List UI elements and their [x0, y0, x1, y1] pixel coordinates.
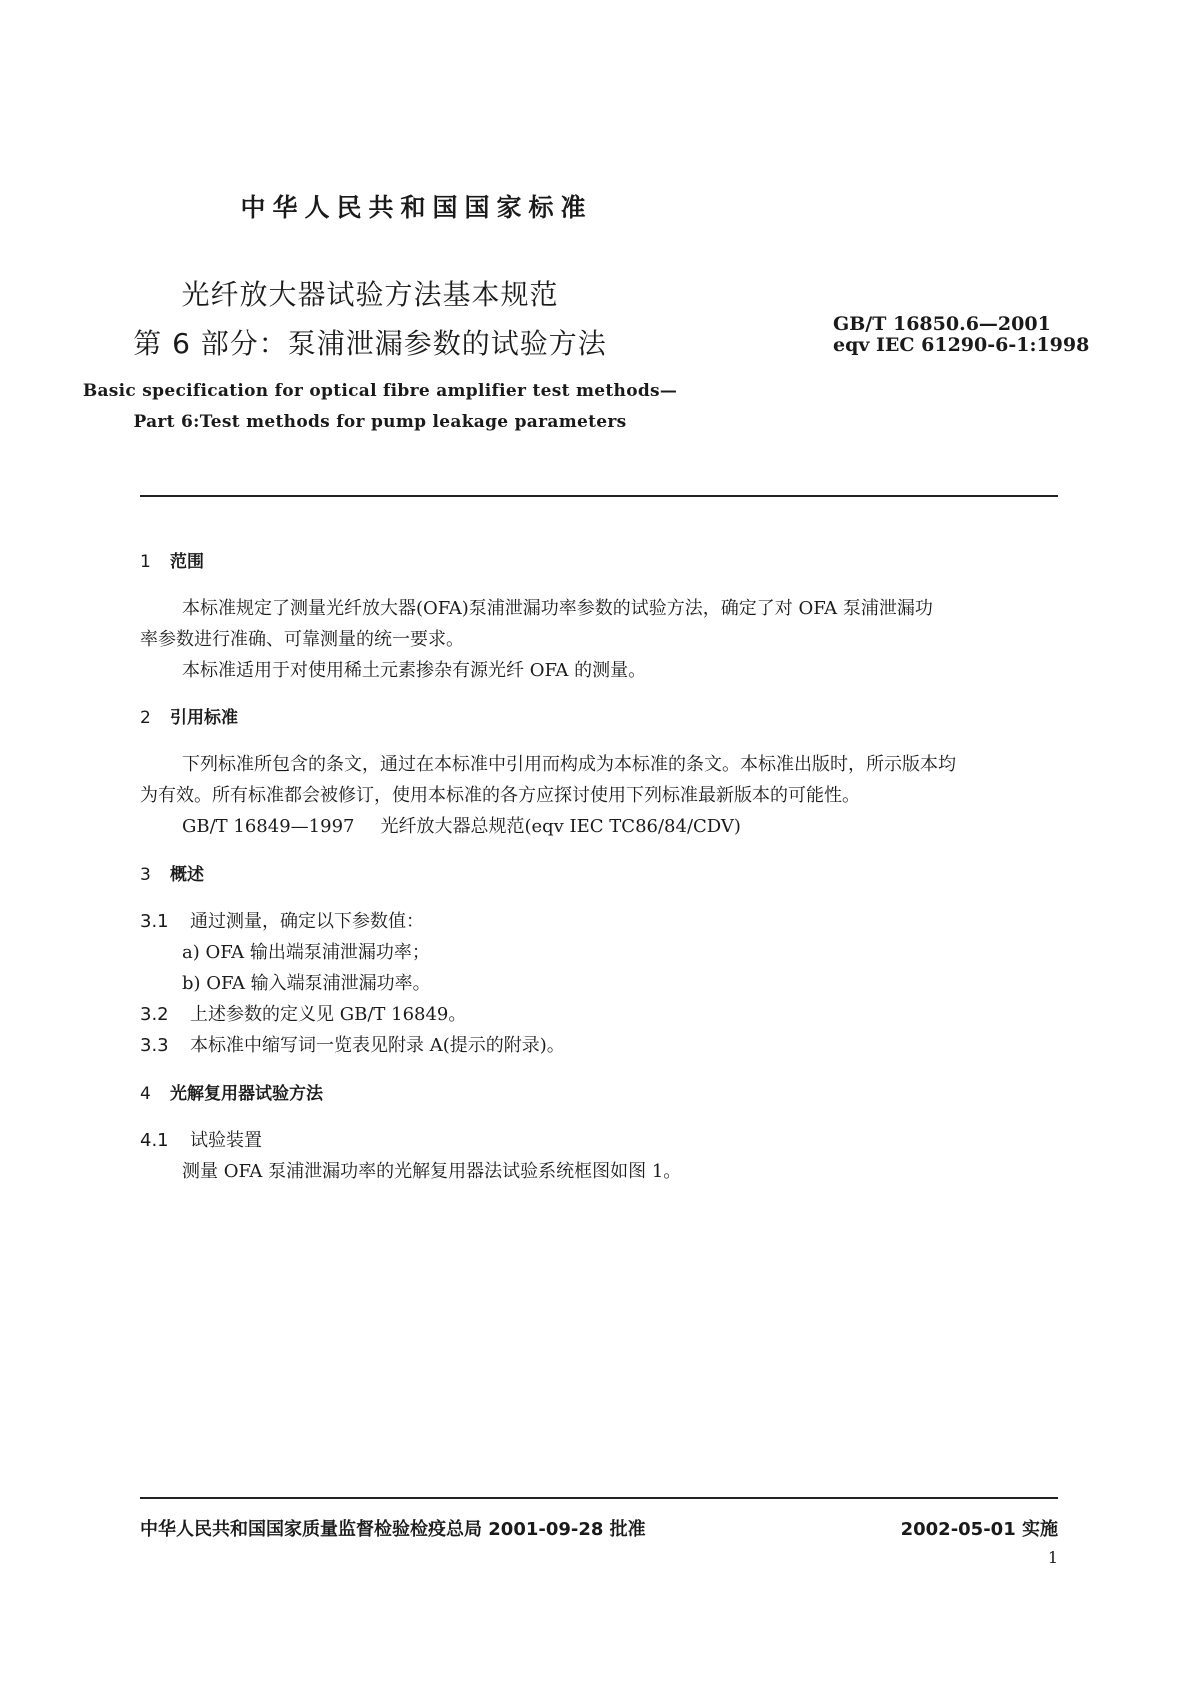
- section-4-heading: [140, 1079, 323, 1104]
- reference-title: 光纤放大器总规范(eqv IEC TC86/84/CDV): [380, 816, 741, 837]
- clause-text: 本标准中缩写词一览表见附录 A(提示的附录)。: [190, 1035, 565, 1056]
- national-standard-label: 中华人民共和国国家标准: [240, 193, 593, 222]
- clause-4-1: [140, 1126, 262, 1152]
- section-number: 1: [140, 552, 151, 572]
- section-title: 光解复用器试验方法: [170, 1084, 323, 1104]
- list-item-b: b) OFA 输入端泵浦泄漏功率。: [182, 973, 431, 994]
- standard-number: GB/T 16850.6—2001: [833, 313, 1051, 335]
- section-1-heading: [140, 547, 204, 572]
- clause-4-1-body: 测量 OFA 泵浦泄漏功率的光解复用器法试验系统框图如图 1。: [182, 1161, 682, 1182]
- page-number: 1: [1047, 1548, 1058, 1567]
- clause-3-3: [140, 1031, 565, 1057]
- footer-divider: [140, 1497, 1058, 1499]
- clause-number: 3.3: [140, 1035, 169, 1056]
- section-2-paragraph-line-2: 为有效。所有标准都会被修订，使用本标准的各方应探讨使用下列标准最新版本的可能性。: [140, 785, 860, 806]
- clause-3-2: [140, 1000, 466, 1026]
- reference-code: GB/T 16849—1997: [182, 816, 355, 837]
- clause-text: 上述参数的定义见 GB/T 16849。: [190, 1004, 467, 1025]
- title-english-line-2: Part 6:Test methods for pump leakage parameters: [133, 412, 627, 432]
- section-title: 概述: [170, 865, 204, 885]
- section-number: 2: [140, 708, 151, 728]
- list-item-a: a) OFA 输出端泵浦泄漏功率；: [182, 942, 430, 963]
- section-1-paragraph-1-line-2: 率参数进行准确、可靠测量的统一要求。: [140, 629, 464, 650]
- clause-number: 4.1: [140, 1130, 169, 1151]
- section-title: 引用标准: [170, 708, 238, 728]
- clause-number: 3.2: [140, 1004, 169, 1025]
- clause-text: 试验装置: [190, 1130, 262, 1151]
- section-1-paragraph-2: 本标准适用于对使用稀土元素掺杂有源光纤 OFA 的测量。: [182, 660, 647, 681]
- standard-equivalence: eqv IEC 61290-6-1:1998: [833, 334, 1090, 356]
- title-chinese-line-2: 第 6 部分：泵浦泄漏参数的试验方法: [133, 327, 607, 360]
- section-title: 范围: [170, 552, 204, 572]
- implementation-date: 2002-05-01 实施: [900, 1519, 1058, 1540]
- section-3-heading: [140, 860, 204, 885]
- title-chinese-line-1: 光纤放大器试验方法基本规范: [181, 278, 559, 311]
- section-number: 3: [140, 865, 151, 885]
- clause-text: 通过测量，确定以下参数值：: [190, 911, 424, 932]
- section-number: 4: [140, 1084, 151, 1104]
- section-2-reference: [182, 812, 741, 838]
- section-1-paragraph-1-line-1: 本标准规定了测量光纤放大器(OFA)泵浦泄漏功率参数的试验方法，确定了对 OFA 泵浦泄漏功: [182, 598, 933, 619]
- clause-number: 3.1: [140, 911, 169, 932]
- clause-3-1: [140, 907, 424, 933]
- approval-text: 中华人民共和国国家质量监督检验检疫总局 2001-09-28 批准: [140, 1519, 646, 1540]
- title-english-line-1: Basic specification for optical fibre amplifier test methods—: [82, 381, 678, 401]
- section-2-heading: [140, 703, 238, 728]
- header-divider: [140, 495, 1058, 497]
- standard-code-block: [833, 313, 1090, 356]
- section-2-paragraph-line-1: 下列标准所包含的条文，通过在本标准中引用而构成为本标准的条文。本标准出版时，所示版本均: [182, 754, 956, 775]
